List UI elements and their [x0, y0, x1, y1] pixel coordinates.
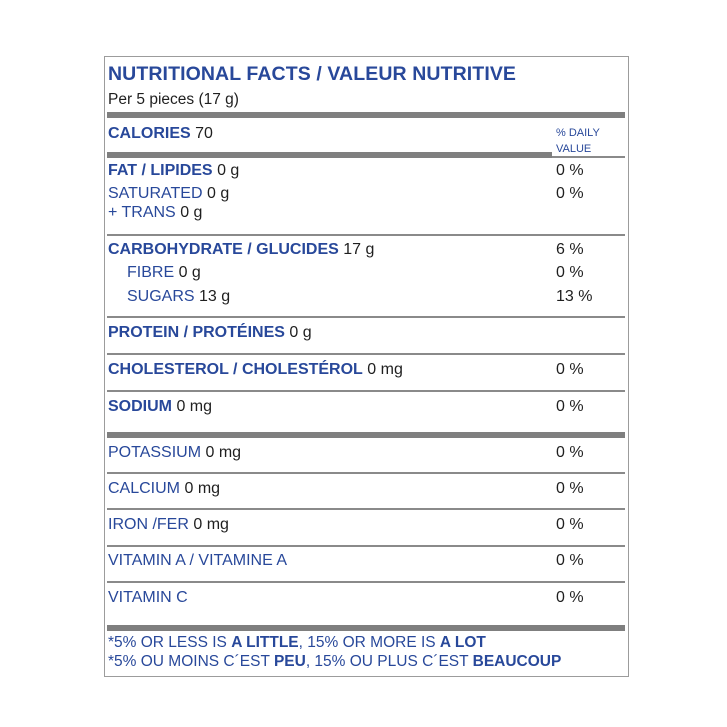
- saturated-label: SATURATED: [108, 185, 203, 202]
- iron-dv: 0 %: [556, 516, 584, 533]
- cholesterol-row: [108, 361, 403, 379]
- cholesterol-rule: [107, 390, 625, 392]
- footnote-fr-beaucoup: BEAUCOUP: [472, 653, 562, 670]
- iron-row: [108, 516, 229, 534]
- vitamin-a-label: VITAMIN A / VITAMINE A: [108, 552, 287, 569]
- fat-label: FAT / LIPIDES: [108, 162, 213, 179]
- footnote-english: [108, 634, 486, 652]
- calories-value: 70: [195, 125, 213, 142]
- footnote-fr-part1: *5% OU MOINS C´EST: [108, 653, 274, 670]
- footnote-en-part2: , 15% OR MORE IS: [298, 634, 440, 651]
- carbohydrate-rule: [107, 316, 625, 318]
- sugars-dv: 13 %: [556, 288, 593, 305]
- trans-row: [108, 204, 202, 222]
- iron-rule: [107, 545, 625, 547]
- iron-value: 0 mg: [193, 516, 229, 533]
- footnote-fr-peu: PEU: [273, 653, 306, 670]
- potassium-dv: 0 %: [556, 444, 584, 461]
- daily-value-line1: % DAILY: [556, 127, 600, 139]
- calories-rule: [107, 152, 552, 158]
- serving-size: Per 5 pieces (17 g): [108, 91, 239, 108]
- nutrition-title: NUTRITIONAL FACTS / VALEUR NUTRITIVE: [108, 63, 517, 85]
- vitamin-c-dv: 0 %: [556, 589, 584, 606]
- footnote-en-little: A LITTLE: [231, 634, 299, 651]
- calcium-label: CALCIUM: [108, 480, 181, 497]
- fat-value: 0 g: [217, 162, 240, 179]
- trans-label: + TRANS: [108, 204, 176, 221]
- vitamin-a-rule: [107, 581, 625, 583]
- daily-value-line2: VALUE: [556, 143, 592, 155]
- sodium-rule: [107, 432, 625, 438]
- trans-value: 0 g: [180, 204, 203, 221]
- footnote-en-lot: A LOT: [439, 634, 486, 651]
- calcium-row: [108, 480, 220, 498]
- calories-rule-tail: [552, 156, 625, 158]
- iron-label: IRON /FER: [108, 516, 189, 533]
- fat-row: [108, 162, 239, 180]
- daily-value-header: [556, 125, 600, 157]
- potassium-rule: [107, 472, 625, 474]
- sugars-label: SUGARS: [127, 288, 195, 305]
- sugars-value: 13 g: [199, 288, 231, 305]
- footnote-french: [108, 653, 561, 671]
- fibre-row: [127, 264, 201, 282]
- potassium-value: 0 mg: [205, 444, 242, 461]
- saturated-row: [108, 185, 229, 203]
- calcium-dv: 0 %: [556, 480, 584, 497]
- fibre-dv: 0 %: [556, 264, 584, 281]
- sugars-row: [127, 288, 230, 306]
- carbohydrate-value: 17 g: [343, 241, 375, 258]
- footnote-fr-part2: , 15% OU PLUS C´EST: [305, 653, 473, 670]
- carbohydrate-row: [108, 241, 374, 259]
- calcium-value: 0 mg: [184, 480, 221, 497]
- protein-label: PROTEIN / PROTÉINES: [108, 324, 285, 341]
- cholesterol-label: CHOLESTEROL / CHOLESTÉROL: [108, 361, 363, 378]
- protein-row: [108, 324, 312, 342]
- cholesterol-dv: 0 %: [556, 361, 584, 378]
- potassium-label: POTASSIUM: [108, 444, 202, 461]
- sodium-dv: 0 %: [556, 398, 584, 415]
- potassium-row: [108, 444, 241, 462]
- fibre-label: FIBRE: [127, 264, 175, 281]
- vitamin-a-dv: 0 %: [556, 552, 584, 569]
- fat-rule: [107, 234, 625, 236]
- footnote-en-part1: *5% OR LESS IS: [108, 634, 232, 651]
- saturated-dv: 0 %: [556, 185, 584, 202]
- sodium-value: 0 mg: [176, 398, 213, 415]
- sodium-row: [108, 398, 212, 416]
- fat-dv: 0 %: [556, 162, 584, 179]
- fibre-value: 0 g: [178, 264, 201, 281]
- calories-label: CALORIES: [108, 125, 191, 142]
- protein-value: 0 g: [289, 324, 312, 341]
- sodium-label: SODIUM: [108, 398, 172, 415]
- calcium-rule: [107, 508, 625, 510]
- calories-row: [108, 125, 213, 143]
- saturated-value: 0 g: [206, 185, 230, 202]
- protein-rule: [107, 353, 625, 355]
- vitamin-c-rule: [107, 625, 625, 631]
- carbohydrate-label: CARBOHYDRATE / GLUCIDES: [108, 241, 339, 258]
- carbohydrate-dv: 6 %: [556, 241, 584, 258]
- cholesterol-value: 0 mg: [367, 361, 403, 378]
- vitamin-c-label: VITAMIN C: [108, 589, 188, 606]
- header-rule: [107, 112, 625, 118]
